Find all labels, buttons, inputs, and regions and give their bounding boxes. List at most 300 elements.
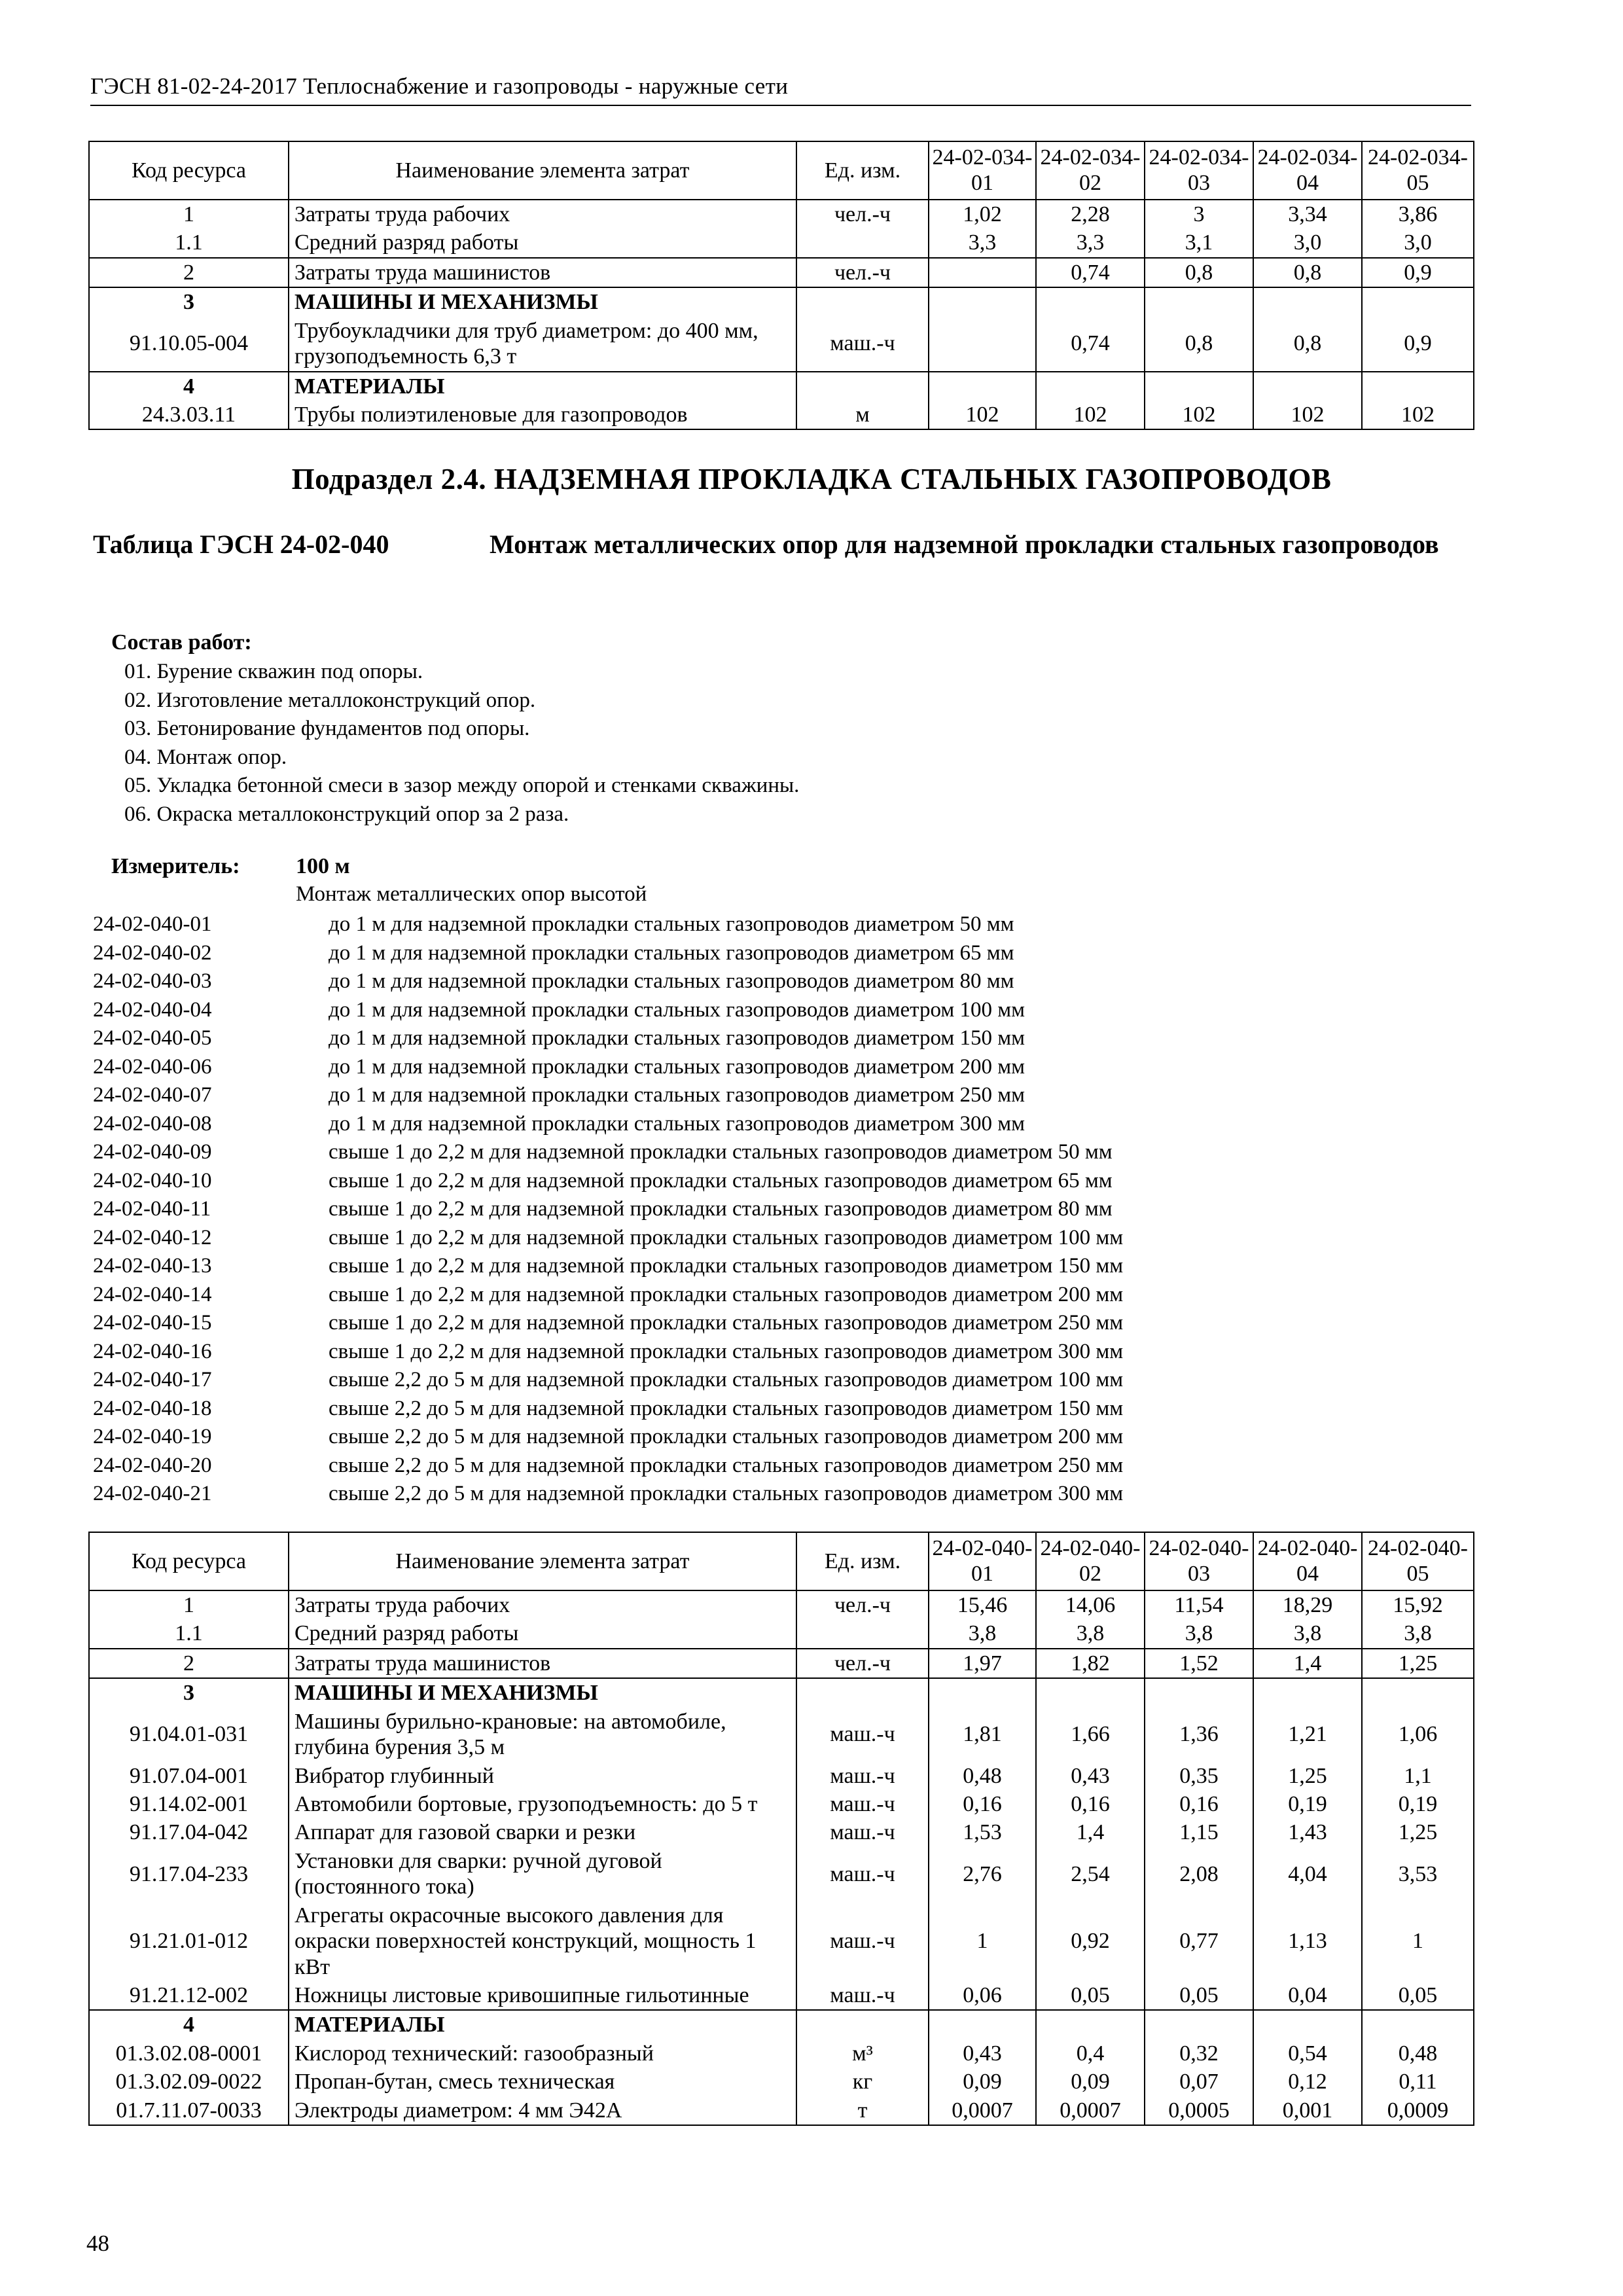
row-value: 0,74 [1036, 317, 1145, 372]
machines-group [89, 287, 1474, 371]
row-value [1036, 287, 1145, 316]
row-value [1145, 2010, 1253, 2039]
row-value: 4,04 [1253, 1847, 1362, 1901]
list-item: 01. Бурение скважин под опоры. [124, 660, 423, 683]
row-name: Ножницы листовые кривошипные гильотинные [289, 1981, 796, 2010]
norm-description: свыше 2,2 до 5 м для надземной прокладки стальных газопроводов диаметром 200 мм [329, 1425, 1124, 1448]
header-col-4: 24-02-034-04 [1253, 141, 1362, 200]
row-value: 1,36 [1145, 1708, 1253, 1762]
section-heading: МАТЕРИАЛЫ [289, 2010, 796, 2039]
row-value: 11,54 [1145, 1590, 1253, 1619]
row-code: 4 [89, 372, 289, 401]
row-value: 0,35 [1145, 1762, 1253, 1790]
row-name: Агрегаты окрасочные высокого давления для окраски поверхностей конструкций, мощность 1 кВт [289, 1901, 796, 1981]
norm-description: до 1 м для надземной прокладки стальных газопроводов диаметром 65 мм [329, 941, 1014, 965]
row-name: Затраты труда рабочих [289, 1590, 796, 1619]
list-item [93, 1366, 1123, 1395]
list-item [93, 1195, 1123, 1224]
header-col-5: 24-02-040-05 [1362, 1532, 1474, 1590]
row-code: 91.14.02-001 [89, 1790, 289, 1818]
norm-description: до 1 м для надземной прокладки стальных газопроводов диаметром 80 мм [329, 969, 1014, 993]
row-name: Установки для сварки: ручной дуговой (постоянного тока) [289, 1847, 796, 1901]
row-value [1145, 372, 1253, 401]
row-unit [796, 228, 929, 257]
row-name: Пропан-бутан, смесь техническая [289, 2068, 796, 2096]
row-value [1253, 372, 1362, 401]
labor-group [89, 1590, 1474, 1649]
row-value [1253, 1678, 1362, 1707]
norm-code: 24-02-040-16 [93, 1339, 212, 1363]
row-value: 102 [1036, 401, 1145, 429]
row-value: 3,86 [1362, 200, 1474, 228]
row-code: 1 [89, 1590, 289, 1619]
row-value [1036, 372, 1145, 401]
norm-description: свыше 1 до 2,2 м для надземной прокладки стальных газопроводов диаметром 250 мм [329, 1311, 1124, 1335]
materials-group [89, 2010, 1474, 2125]
norm-description: свыше 1 до 2,2 м для надземной прокладки стальных газопроводов диаметром 200 мм [329, 1282, 1124, 1306]
list-item [93, 1053, 1123, 1082]
row-name: Электроды диаметром: 4 мм Э42А [289, 2096, 796, 2125]
norm-code: 24-02-040-09 [93, 1140, 212, 1164]
list-item [93, 1138, 1123, 1167]
norm-code: 24-02-040-19 [93, 1425, 212, 1448]
table-row [89, 1981, 1474, 2010]
table-row [89, 1762, 1474, 1790]
row-code: 1 [89, 200, 289, 228]
table-row [89, 1619, 1474, 1648]
row-unit: кг [796, 2068, 929, 2096]
row-value: 2,28 [1036, 200, 1145, 228]
machinist-group [89, 258, 1474, 287]
row-value [1145, 287, 1253, 316]
row-code: 2 [89, 1649, 289, 1678]
table-row [89, 1847, 1474, 1901]
row-value: 1,21 [1253, 1708, 1362, 1762]
row-value: 0,8 [1253, 258, 1362, 287]
row-unit: чел.-ч [796, 200, 929, 228]
norm-description: свыше 2,2 до 5 м для надземной прокладки стальных газопроводов диаметром 100 мм [329, 1368, 1124, 1391]
header-unit: Ед. изм. [796, 1532, 929, 1590]
work-composition-list [124, 658, 799, 829]
row-value: 1,43 [1253, 1818, 1362, 1846]
norm-description: свыше 2,2 до 5 м для надземной прокладки стальных газопроводов диаметром 250 мм [329, 1453, 1124, 1477]
row-value [1145, 1678, 1253, 1707]
row-value: 3,0 [1253, 228, 1362, 257]
row-unit [796, 1678, 929, 1707]
row-value: 3,8 [1036, 1619, 1145, 1648]
row-value: 0,74 [1036, 258, 1145, 287]
list-item [93, 1309, 1123, 1338]
row-value: 0,001 [1253, 2096, 1362, 2125]
header-name: Наименование элемента затрат [289, 141, 796, 200]
list-item [93, 1110, 1123, 1139]
row-value: 0,19 [1253, 1790, 1362, 1818]
norm-description: свыше 1 до 2,2 м для надземной прокладки стальных газопроводов диаметром 50 мм [329, 1140, 1113, 1164]
row-value: 3,34 [1253, 200, 1362, 228]
norm-code: 24-02-040-04 [93, 997, 212, 1022]
list-item [93, 996, 1123, 1025]
header-col-2: 24-02-040-02 [1036, 1532, 1145, 1590]
list-item [93, 910, 1123, 939]
subsection-title: Подраздел 2.4. НАДЗЕМНАЯ ПРОКЛАДКА СТАЛЬНЫХ ГАЗОПРОВОДОВ [291, 463, 1332, 495]
norm-description: до 1 м для надземной прокладки стальных газопроводов диаметром 50 мм [329, 912, 1014, 936]
norm-description: свыше 1 до 2,2 м для надземной прокладки стальных газопроводов диаметром 100 мм [329, 1225, 1124, 1249]
norm-description: до 1 м для надземной прокладки стальных газопроводов диаметром 100 мм [329, 997, 1025, 1022]
machines-group [89, 1678, 1474, 2010]
table-row [89, 372, 1474, 401]
norm-code: 24-02-040-18 [93, 1396, 212, 1420]
row-value: 0,19 [1362, 1790, 1474, 1818]
row-value: 0,54 [1253, 2039, 1362, 2068]
row-value: 0,43 [1036, 1762, 1145, 1790]
norm-description: свыше 1 до 2,2 м для надземной прокладки стальных газопроводов диаметром 300 мм [329, 1339, 1124, 1363]
row-code: 91.04.01-031 [89, 1708, 289, 1762]
header-col-3: 24-02-040-03 [1145, 1532, 1253, 1590]
row-value: 1,4 [1036, 1818, 1145, 1846]
table-row [89, 228, 1474, 257]
norm-description: свыше 1 до 2,2 м для надземной прокладки стальных газопроводов диаметром 80 мм [329, 1197, 1113, 1221]
row-value: 0,8 [1145, 258, 1253, 287]
list-item [93, 1224, 1123, 1253]
row-code: 2 [89, 258, 289, 287]
row-value: 0,06 [929, 1981, 1036, 2010]
row-value: 102 [1145, 401, 1253, 429]
norm-code: 24-02-040-10 [93, 1168, 212, 1193]
row-value: 1 [1362, 1901, 1474, 1981]
table-header-row [89, 141, 1474, 200]
norm-code: 24-02-040-05 [93, 1026, 212, 1050]
page-number: 48 [86, 2231, 109, 2256]
row-value: 0,09 [929, 2068, 1036, 2096]
row-name: Средний разряд работы [289, 1619, 796, 1648]
table-row [89, 200, 1474, 228]
norm-code: 24-02-040-20 [93, 1453, 212, 1477]
row-name: Вибратор глубинный [289, 1762, 796, 1790]
row-value: 0,48 [1362, 2039, 1474, 2068]
row-value: 0,9 [1362, 258, 1474, 287]
row-value [1362, 287, 1474, 316]
list-item [93, 1480, 1123, 1509]
row-value: 1,82 [1036, 1649, 1145, 1678]
row-value: 102 [929, 401, 1036, 429]
row-value: 3 [1145, 200, 1253, 228]
row-value: 0,11 [1362, 2068, 1474, 2096]
list-item [93, 1081, 1123, 1110]
row-value [929, 287, 1036, 316]
row-value [929, 317, 1036, 372]
row-value: 1,52 [1145, 1649, 1253, 1678]
table-row [89, 1649, 1474, 1678]
row-unit: маш.-ч [796, 1981, 929, 2010]
row-value [1036, 2010, 1145, 2039]
section-heading: МАШИНЫ И МЕХАНИЗМЫ [289, 287, 796, 316]
row-name: Аппарат для газовой сварки и резки [289, 1818, 796, 1846]
row-value: 0,09 [1036, 2068, 1145, 2096]
row-value: 0,05 [1362, 1981, 1474, 2010]
header-col-1: 24-02-040-01 [929, 1532, 1036, 1590]
norm-code: 24-02-040-12 [93, 1225, 212, 1249]
header-col-5: 24-02-034-05 [1362, 141, 1474, 200]
row-value: 1 [929, 1901, 1036, 1981]
table-row [89, 1901, 1474, 1981]
norm-code: 24-02-040-17 [93, 1368, 212, 1391]
row-code: 91.07.04-001 [89, 1762, 289, 1790]
row-value [929, 258, 1036, 287]
row-value: 0,04 [1253, 1981, 1362, 2010]
norm-description: свыше 1 до 2,2 м для надземной прокладки стальных газопроводов диаметром 65 мм [329, 1168, 1113, 1193]
norm-code: 24-02-040-07 [93, 1083, 212, 1107]
row-value: 3,3 [1036, 228, 1145, 257]
row-value: 2,08 [1145, 1847, 1253, 1901]
table-row [89, 1708, 1474, 1762]
running-header: ГЭСН 81-02-24-2017 Теплоснабжение и газопроводы - наружные сети [90, 73, 1471, 106]
list-item [93, 1167, 1123, 1196]
section-heading: МАШИНЫ И МЕХАНИЗМЫ [289, 1678, 796, 1707]
row-value: 1,15 [1145, 1818, 1253, 1846]
row-value: 0,92 [1036, 1901, 1145, 1981]
row-value [1253, 287, 1362, 316]
table-row [89, 401, 1474, 429]
row-unit: чел.-ч [796, 258, 929, 287]
row-value: 0,0007 [1036, 2096, 1145, 2125]
row-code: 91.21.01-012 [89, 1901, 289, 1981]
row-code: 1.1 [89, 228, 289, 257]
row-value: 18,29 [1253, 1590, 1362, 1619]
row-code: 1.1 [89, 1619, 289, 1648]
norm-code: 24-02-040-06 [93, 1054, 212, 1079]
row-value: 3,8 [1253, 1619, 1362, 1648]
norm-code: 24-02-040-21 [93, 1482, 212, 1505]
table-row [89, 258, 1474, 287]
table-row [89, 317, 1474, 372]
row-name: Машины бурильно-крановые: на автомобиле, глубина бурения 3,5 м [289, 1708, 796, 1762]
row-value: 0,32 [1145, 2039, 1253, 2068]
materials-group [89, 372, 1474, 430]
row-value: 0,8 [1145, 317, 1253, 372]
row-value: 0,4 [1036, 2039, 1145, 2068]
row-unit [796, 1619, 929, 1648]
table-row [89, 1790, 1474, 1818]
row-name: Затраты труда машинистов [289, 1649, 796, 1678]
list-item: 05. Укладка бетонной смеси в зазор между опорой и стенками скважины. [124, 774, 800, 797]
norm-code: 24-02-040-03 [93, 969, 212, 993]
header-col-4: 24-02-040-04 [1253, 1532, 1362, 1590]
row-code: 91.17.04-233 [89, 1847, 289, 1901]
row-value: 1,25 [1362, 1818, 1474, 1846]
table-row [89, 2010, 1474, 2039]
row-value: 0,16 [1145, 1790, 1253, 1818]
list-item: 03. Бетонирование фундаментов под опоры. [124, 717, 530, 740]
norm-description: свыше 2,2 до 5 м для надземной прокладки стальных газопроводов диаметром 150 мм [329, 1396, 1124, 1420]
row-unit: чел.-ч [796, 1590, 929, 1619]
row-value: 0,05 [1145, 1981, 1253, 2010]
norm-code: 24-02-040-11 [93, 1197, 211, 1221]
row-value: 1,53 [929, 1818, 1036, 1846]
row-unit: м³ [796, 2039, 929, 2068]
table-row [89, 2096, 1474, 2125]
header-code: Код ресурса [89, 141, 289, 200]
list-item [93, 1281, 1123, 1310]
table-row [89, 2068, 1474, 2096]
row-name: Средний разряд работы [289, 228, 796, 257]
list-item [93, 1423, 1123, 1452]
row-unit: т [796, 2096, 929, 2125]
norm-code: 24-02-040-13 [93, 1254, 212, 1278]
row-value: 0,9 [1362, 317, 1474, 372]
row-value: 0,16 [929, 1790, 1036, 1818]
row-value: 1,66 [1036, 1708, 1145, 1762]
row-value: 1,1 [1362, 1762, 1474, 1790]
norm-description: до 1 м для надземной прокладки стальных газопроводов диаметром 200 мм [329, 1054, 1025, 1079]
row-value: 0,0007 [929, 2096, 1036, 2125]
norm-code: 24-02-040-01 [93, 912, 212, 936]
row-value: 3,3 [929, 228, 1036, 257]
row-unit: маш.-ч [796, 1790, 929, 1818]
list-item: 06. Окраска металлоконструкций опор за 2 раза. [124, 802, 569, 826]
norm-description: до 1 м для надземной прокладки стальных газопроводов диаметром 250 мм [329, 1083, 1025, 1107]
row-unit: маш.-ч [796, 1708, 929, 1762]
row-name: Затраты труда машинистов [289, 258, 796, 287]
row-value: 1,81 [929, 1708, 1036, 1762]
row-unit: маш.-ч [796, 1847, 929, 1901]
norm-description: до 1 м для надземной прокладки стальных газопроводов диаметром 300 мм [329, 1111, 1025, 1136]
row-value: 1,06 [1362, 1708, 1474, 1762]
table-header-row [89, 1532, 1474, 1590]
norm-description: свыше 2,2 до 5 м для надземной прокладки стальных газопроводов диаметром 300 мм [329, 1482, 1124, 1505]
row-code: 4 [89, 2010, 289, 2039]
row-value: 0,0009 [1362, 2096, 1474, 2125]
table-row [89, 1590, 1474, 1619]
row-value [1362, 2010, 1474, 2039]
row-unit: маш.-ч [796, 317, 929, 372]
table-title: Монтаж металлических опор для надземной прокладки стальных газопроводов [490, 529, 1439, 559]
table-label: Таблица ГЭСН 24-02-040 [93, 529, 389, 559]
section-heading: МАТЕРИАЛЫ [289, 372, 796, 401]
row-unit: маш.-ч [796, 1762, 929, 1790]
row-value: 3,8 [929, 1619, 1036, 1648]
table-row [89, 1818, 1474, 1846]
row-unit: маш.-ч [796, 1818, 929, 1846]
norm-code: 24-02-040-14 [93, 1282, 212, 1306]
row-value: 0,12 [1253, 2068, 1362, 2096]
row-value [929, 1678, 1036, 1707]
list-item [93, 1024, 1123, 1053]
row-unit [796, 372, 929, 401]
row-value: 0,8 [1253, 317, 1362, 372]
table-row [89, 2039, 1474, 2068]
row-code: 3 [89, 287, 289, 316]
norm-description: до 1 м для надземной прокладки стальных газопроводов диаметром 150 мм [329, 1026, 1025, 1050]
row-value: 102 [1253, 401, 1362, 429]
list-item [93, 939, 1123, 968]
row-code: 24.3.03.11 [89, 401, 289, 429]
norm-code: 24-02-040-08 [93, 1111, 212, 1136]
list-item [93, 1338, 1123, 1367]
table-row [89, 287, 1474, 316]
meter-label: Измеритель: [111, 854, 240, 878]
list-item: 04. Монтаж опор. [124, 745, 287, 769]
row-value: 0,05 [1036, 1981, 1145, 2010]
row-value: 15,46 [929, 1590, 1036, 1619]
row-value: 1,4 [1253, 1649, 1362, 1678]
header-code: Код ресурса [89, 1532, 289, 1590]
header-col-1: 24-02-034-01 [929, 141, 1036, 200]
row-value: 2,76 [929, 1847, 1036, 1901]
header-col-2: 24-02-034-02 [1036, 141, 1145, 200]
row-value: 3,8 [1145, 1619, 1253, 1648]
row-value: 0,0005 [1145, 2096, 1253, 2125]
row-unit [796, 2010, 929, 2039]
row-name: Автомобили бортовые, грузоподъемность: до 5 т [289, 1790, 796, 1818]
row-value: 2,54 [1036, 1847, 1145, 1901]
header-name: Наименование элемента затрат [289, 1532, 796, 1590]
row-value: 102 [1362, 401, 1474, 429]
row-value: 1,97 [929, 1649, 1036, 1678]
list-item [93, 1452, 1123, 1480]
row-code: 91.21.12-002 [89, 1981, 289, 2010]
row-value: 0,16 [1036, 1790, 1145, 1818]
machinist-group [89, 1649, 1474, 1678]
row-value: 3,53 [1362, 1847, 1474, 1901]
row-value: 1,25 [1362, 1649, 1474, 1678]
row-value: 3,8 [1362, 1619, 1474, 1648]
row-unit: маш.-ч [796, 1901, 929, 1981]
row-code: 01.7.11.07-0033 [89, 2096, 289, 2125]
row-value: 3,0 [1362, 228, 1474, 257]
row-value: 15,92 [1362, 1590, 1474, 1619]
norm-code: 24-02-040-02 [93, 941, 212, 965]
header-unit: Ед. изм. [796, 141, 929, 200]
row-value [1253, 2010, 1362, 2039]
row-name: Трубоукладчики для труб диаметром: до 400 мм, грузоподъемность 6,3 т [289, 317, 796, 372]
row-unit: м [796, 401, 929, 429]
row-value: 0,77 [1145, 1901, 1253, 1981]
row-unit [796, 287, 929, 316]
table-row [89, 1678, 1474, 1707]
row-value [929, 372, 1036, 401]
meter-intro: Монтаж металлических опор высотой [296, 882, 647, 906]
row-value: 1,25 [1253, 1762, 1362, 1790]
list-item [93, 967, 1123, 996]
row-name: Трубы полиэтиленовые для газопроводов [289, 401, 796, 429]
row-unit: чел.-ч [796, 1649, 929, 1678]
row-code: 01.3.02.08-0001 [89, 2039, 289, 2068]
row-value [1036, 1678, 1145, 1707]
row-name: Затраты труда рабочих [289, 200, 796, 228]
row-name: Кислород технический: газообразный [289, 2039, 796, 2068]
row-code: 3 [89, 1678, 289, 1707]
norm-description: свыше 1 до 2,2 м для надземной прокладки стальных газопроводов диаметром 150 мм [329, 1254, 1124, 1278]
labor-group [89, 200, 1474, 258]
row-value: 0,07 [1145, 2068, 1253, 2096]
resource-table-040 [88, 1532, 1474, 2126]
row-code: 91.17.04-042 [89, 1818, 289, 1846]
resource-table-034 [88, 141, 1474, 430]
row-value [1362, 1678, 1474, 1707]
row-code: 01.3.02.09-0022 [89, 2068, 289, 2096]
row-value: 0,43 [929, 2039, 1036, 2068]
list-item: 02. Изготовление металлоконструкций опор. [124, 688, 536, 712]
row-value: 3,1 [1145, 228, 1253, 257]
header-col-3: 24-02-034-03 [1145, 141, 1253, 200]
norm-code-list [93, 910, 1123, 1509]
row-value: 1,02 [929, 200, 1036, 228]
row-value: 0,48 [929, 1762, 1036, 1790]
row-value [1362, 372, 1474, 401]
list-item [93, 1252, 1123, 1281]
work-composition-heading: Состав работ: [111, 630, 252, 655]
meter-unit: 100 м [296, 854, 350, 878]
